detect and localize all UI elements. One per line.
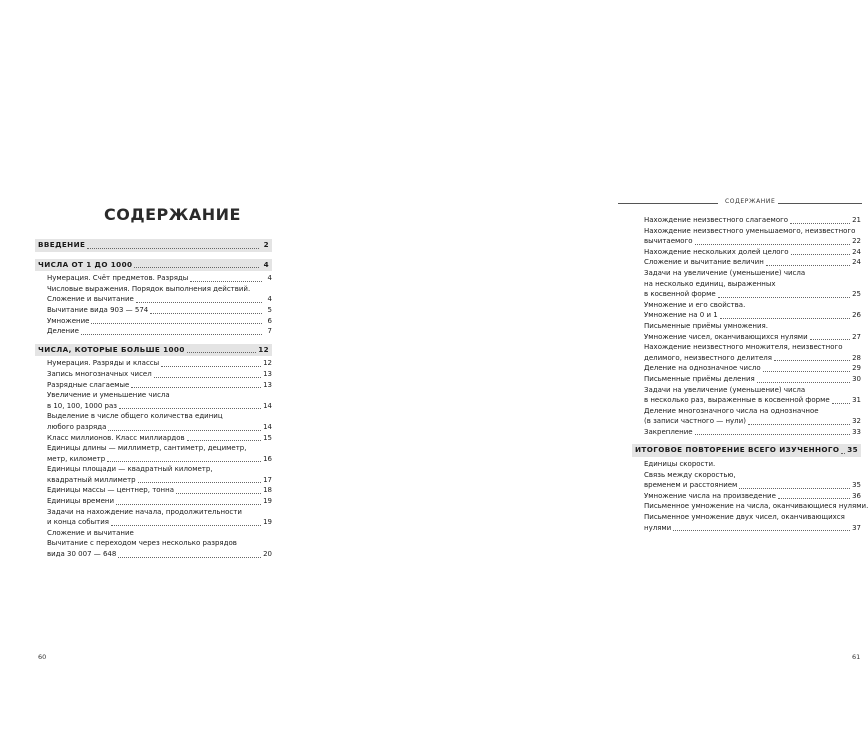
toc-entry (635, 268, 861, 279)
toc-entry-text: Единицы скорости. (644, 460, 716, 469)
toc-page-number: 14 (263, 422, 272, 431)
toc-page-number: 29 (852, 364, 861, 373)
toc-entry-text: Умножение числа на произведение (644, 491, 776, 500)
toc-entry-text: Письменные приёмы умножения. (644, 321, 768, 330)
toc-entry-text: Деление многозначного числа на однозначное (644, 406, 819, 415)
toc-entry-text: в косвенной форме (644, 290, 716, 299)
toc-entry-text: и конца события (47, 518, 109, 527)
toc-entry-text: на несколько единиц, выраженных (644, 279, 776, 288)
toc-page-number: 7 (267, 327, 272, 336)
toc-entry-text: Единицы длины — миллиметр, сантиметр, дециметр, (47, 444, 247, 453)
running-head (618, 198, 862, 208)
running-head-rule-left (618, 203, 718, 204)
toc-entry-text: вычитаемого (644, 237, 693, 246)
dot-leader (190, 281, 262, 282)
toc-entry-text: Вычитание с переходом через несколько разрядов (47, 539, 237, 548)
toc-page-number: 4 (267, 274, 272, 283)
toc-entry-text: ЧИСЛА, КОТОРЫЕ БОЛЬШЕ 1000 (38, 344, 185, 354)
toc-entry (38, 443, 272, 454)
toc-entry (635, 215, 861, 226)
toc-page-number: 6 (267, 316, 272, 325)
toc-entry-text: квадратный миллиметр (47, 475, 136, 484)
toc-entry-text: Задачи на увеличение (уменьшение) числа (644, 385, 806, 394)
toc-entry-text: в несколько раз, выраженные в косвенной форме (644, 396, 830, 405)
toc-entry (635, 385, 861, 396)
toc-entry (38, 507, 272, 518)
dot-leader (718, 297, 850, 298)
dot-leader (138, 482, 261, 483)
toc-entry (635, 236, 861, 247)
toc-entry (635, 342, 861, 353)
dot-leader (111, 525, 261, 526)
toc-entry (38, 538, 272, 549)
left-page (0, 0, 300, 750)
toc-list-left (38, 236, 272, 560)
toc-section (632, 444, 861, 457)
toc-page-number: 13 (263, 369, 272, 378)
toc-entry-text: Разрядные слагаемые (47, 380, 130, 389)
dot-leader (107, 461, 261, 462)
dot-leader (790, 223, 850, 224)
toc-entry-text: ВВЕДЕНИЕ (38, 240, 86, 249)
toc-entry (38, 422, 272, 433)
dot-leader (739, 488, 850, 489)
running-head-text: СОДЕРЖАНИЕ (722, 198, 778, 205)
toc-entry (635, 427, 861, 438)
toc-page-number: 35 (847, 445, 858, 455)
dot-leader (766, 265, 850, 266)
toc-entry-text: Сложение и вычитание (47, 528, 134, 537)
dot-leader (810, 339, 850, 340)
toc-entry-text: Единицы площади — квадратный километр, (47, 465, 213, 474)
dot-leader (791, 254, 851, 255)
toc-entry-text: в 10, 100, 1000 раз (47, 401, 118, 410)
toc-entry (38, 485, 272, 496)
toc-entry (635, 374, 861, 385)
dot-leader (763, 371, 850, 372)
toc-entry (635, 501, 868, 512)
toc-entry-text: Нумерация. Разряды и классы (47, 359, 160, 368)
toc-page-number: 36 (852, 491, 861, 500)
toc-entry (38, 358, 272, 369)
toc-entry-text: Задачи на нахождение начала, продолжительности (47, 507, 242, 516)
toc-entry (635, 332, 861, 343)
dot-leader (778, 498, 850, 499)
toc-section (35, 259, 272, 272)
toc-page-number: 12 (258, 344, 269, 354)
dot-leader (108, 430, 261, 431)
toc-page-number: 27 (852, 332, 861, 341)
toc-entry-text: Сложение и вычитание величин (644, 258, 764, 267)
toc-entry (38, 316, 272, 327)
toc-page-number: 28 (852, 353, 861, 362)
toc-entry-text: Письменное умножение двух чисел, оканчивающихся (644, 513, 845, 522)
dot-leader (832, 403, 850, 404)
toc-entry-text: делимого, неизвестного делителя (644, 353, 772, 362)
toc-entry-text: Нахождение неизвестного множителя, неизвестного (644, 343, 843, 352)
toc-entry-text: Задачи на увеличение (уменьшение) числа (644, 268, 806, 277)
toc-entry (635, 416, 861, 427)
toc-entry (635, 459, 861, 470)
toc-page-number: 22 (852, 237, 861, 246)
toc-entry (635, 289, 861, 300)
toc-entry (635, 512, 861, 523)
toc-entry (38, 517, 272, 528)
toc-entry-text: Умножение (47, 316, 90, 325)
toc-entry (38, 454, 272, 465)
toc-entry-text: Письменные приёмы деления (644, 374, 755, 383)
toc-page-number: 20 (263, 550, 272, 559)
toc-entry (38, 284, 272, 295)
running-head-rule-right (768, 203, 862, 204)
toc-entry-text: Закрепление (644, 427, 693, 436)
toc-entry-text: Единицы массы — центнер, тонна (47, 486, 175, 495)
dot-leader (119, 408, 261, 409)
dot-leader (154, 377, 261, 378)
dot-leader (720, 318, 850, 319)
toc-page-number: 12 (263, 359, 272, 368)
toc-entry (635, 363, 861, 374)
dot-leader (131, 387, 261, 388)
toc-entry-text: ЧИСЛА ОТ 1 ДО 1000 (38, 259, 133, 269)
toc-entry-text: нулями (644, 523, 672, 532)
dot-leader (91, 323, 262, 324)
toc-entry (38, 294, 272, 305)
toc-entry-text: Единицы времени (47, 497, 115, 506)
dot-leader (161, 366, 261, 367)
dot-leader (748, 424, 850, 425)
toc-entry-text: Класс миллионов. Класс миллиардов (47, 433, 185, 442)
toc-entry-text: Вычитание вида 903 — 574 (47, 305, 149, 314)
toc-entry (38, 528, 272, 539)
dot-leader (695, 244, 851, 245)
dot-leader (87, 248, 259, 249)
toc-entry (38, 496, 272, 507)
toc-page-number: 24 (852, 258, 861, 267)
dot-leader (774, 360, 850, 361)
toc-page-number: 32 (852, 417, 861, 426)
toc-page-number: 21 (852, 216, 861, 224)
toc-entry (38, 369, 272, 380)
right-page (300, 0, 868, 750)
toc-section (35, 239, 272, 252)
page-number: 61 (852, 653, 861, 661)
dot-leader (841, 453, 845, 454)
toc-entry-text: Умножение и его свойства. (644, 300, 746, 309)
toc-entry-text: Письменное умножение на числа, оканчивающиеся нулями. (644, 502, 868, 511)
toc-entry (635, 523, 861, 534)
toc-page-number: 37 (852, 523, 861, 532)
toc-page-number: 15 (263, 433, 272, 442)
toc-page-number: 14 (263, 401, 272, 410)
toc-section (35, 344, 272, 357)
dot-leader (187, 440, 261, 441)
dot-leader (757, 382, 850, 383)
toc-entry (635, 310, 861, 321)
toc-list-right (635, 215, 868, 533)
toc-entry-text: Умножение чисел, оканчивающихся нулями (644, 332, 808, 341)
toc-entry-text: Сложение и вычитание (47, 295, 134, 304)
toc-entry (635, 470, 861, 481)
toc-page-number: 24 (852, 247, 861, 256)
toc-entry-text: временем и расстоянием (644, 481, 738, 490)
toc-entry (635, 300, 861, 311)
toc-page-number: 33 (852, 427, 861, 436)
toc-entry-text: Выделение в числе общего количества единиц (47, 412, 223, 421)
toc-entry-text: Нахождение неизвестного слагаемого (644, 216, 789, 224)
toc-entry-text: вида 30 007 — 648 (47, 550, 117, 559)
toc-entry (38, 326, 272, 337)
dot-leader (81, 334, 262, 335)
toc-page-number: 31 (852, 396, 861, 405)
toc-entry (635, 406, 861, 417)
toc-entry (38, 433, 272, 444)
toc-page-number: 19 (263, 518, 272, 527)
dot-leader (118, 557, 261, 558)
toc-entry (635, 395, 861, 406)
toc-entry (635, 257, 861, 268)
toc-page-number: 30 (852, 374, 861, 383)
toc-entry (38, 273, 272, 284)
page-number: 60 (38, 653, 47, 661)
dot-leader (136, 302, 262, 303)
dot-leader (187, 352, 256, 353)
toc-entry-text: Умножение на 0 и 1 (644, 311, 718, 320)
toc-entry (635, 226, 861, 237)
toc-entry (38, 401, 272, 412)
toc-entry-text: Увеличение и уменьшение числа (47, 391, 170, 400)
toc-entry (635, 353, 861, 364)
toc-entry-text: Связь между скоростью, (644, 470, 736, 479)
toc-entry (635, 491, 861, 502)
toc-page-number: 4 (263, 259, 269, 269)
toc-page-number: 19 (263, 497, 272, 506)
dot-leader (176, 493, 261, 494)
dot-leader (134, 267, 259, 268)
toc-entry (635, 279, 861, 290)
toc-entry-text: метр, километр (47, 454, 106, 463)
toc-entry (38, 464, 272, 475)
toc-page-number: 13 (263, 380, 272, 389)
toc-entry (38, 411, 272, 422)
toc-entry-text: Нахождение неизвестного уменьшаемого, неизвестного (644, 226, 856, 235)
dot-leader (695, 434, 851, 435)
toc-entry-text: Деление (47, 327, 79, 336)
toc-page-number: 17 (263, 475, 272, 484)
toc-page-number: 26 (852, 311, 861, 320)
toc-entry-text: любого разряда (47, 422, 107, 431)
toc-entry (38, 475, 272, 486)
toc-entry (635, 480, 861, 491)
toc-entry-text: Запись многозначных чисел (47, 369, 152, 378)
dot-leader (116, 504, 261, 505)
toc-page-number: 2 (263, 240, 269, 249)
toc-entry (635, 247, 861, 258)
toc-page-number: 25 (852, 290, 861, 299)
toc-entry-text: Числовые выражения. Порядок выполнения действий. (47, 284, 251, 293)
toc-entry (635, 321, 861, 332)
toc-page-number: 16 (263, 454, 272, 463)
toc-page-number: 18 (263, 486, 272, 495)
toc-entry (38, 390, 272, 401)
toc-entry (38, 549, 272, 560)
toc-page-number: 5 (267, 305, 272, 314)
toc-entry-text: (в записи частного — нули) (644, 417, 746, 426)
toc-entry (38, 305, 272, 316)
toc-entry-text: Деление на однозначное число (644, 364, 761, 373)
toc-entry-text: Нумерация. Счёт предметов. Разряды (47, 274, 189, 283)
dot-leader (150, 313, 262, 314)
dot-leader (673, 530, 850, 531)
toc-entry-text: ИТОГОВОЕ ПОВТОРЕНИЕ ВСЕГО ИЗУЧЕННОГО (635, 445, 840, 455)
toc-page-number: 35 (852, 481, 861, 490)
toc-page-number: 4 (267, 295, 272, 304)
toc-entry-text: Нахождение нескольких долей целого (644, 247, 789, 256)
toc-entry (38, 380, 272, 391)
page-title: СОДЕРЖАНИЕ (104, 205, 241, 224)
